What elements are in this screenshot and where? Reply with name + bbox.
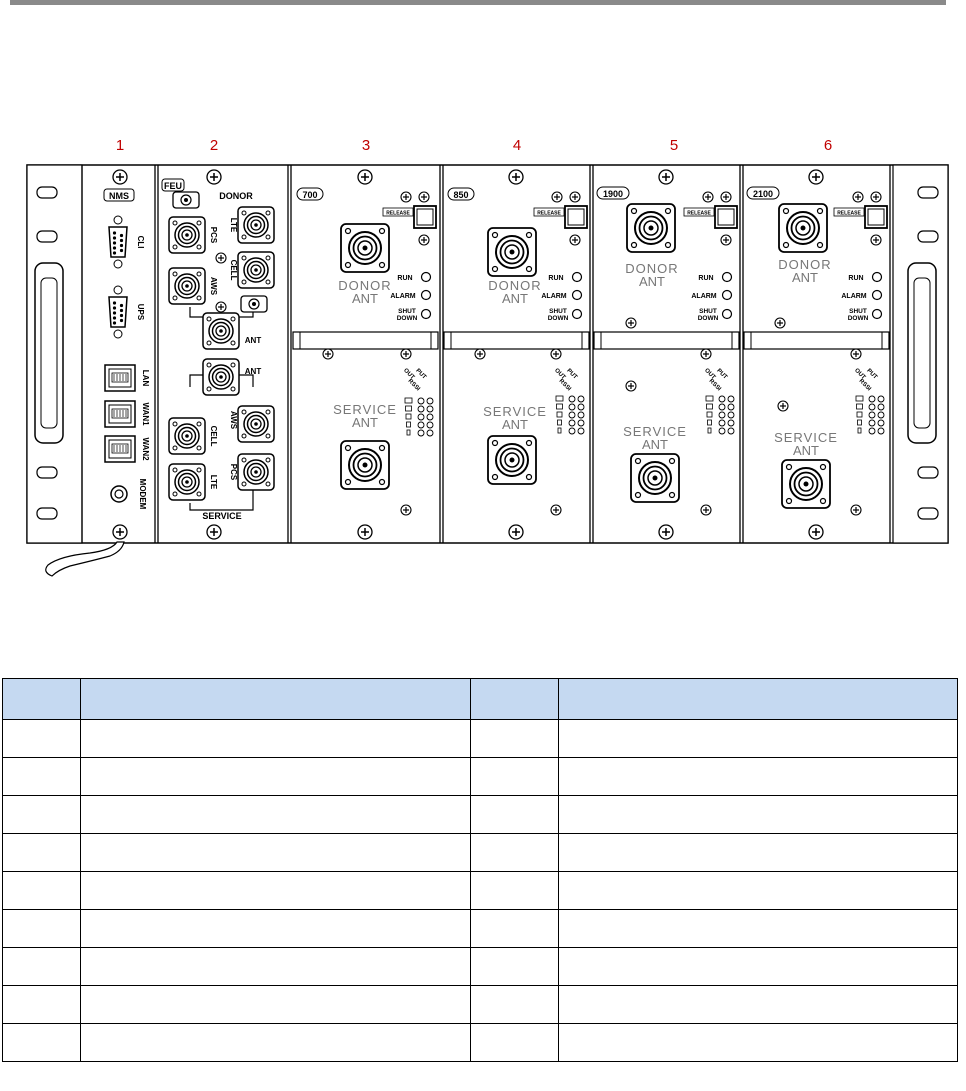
out-label-850: OUT: [553, 367, 567, 381]
table-cell: [559, 1024, 958, 1062]
table-row: [3, 796, 958, 834]
table-row: [3, 834, 958, 872]
run-led-1900: [723, 273, 732, 282]
service-label-850: SERVICE: [483, 404, 547, 419]
feu-service-lte-connector[interactable]: [169, 464, 205, 500]
shutdown-led-700: [422, 310, 431, 319]
table-row: [3, 758, 958, 796]
header-cell: [3, 679, 81, 720]
feu-donor-ant-connector[interactable]: [203, 313, 239, 349]
wan1-port[interactable]: [105, 401, 135, 427]
table-cell: [559, 948, 958, 986]
feu-pcs-label-bottom: PCS: [229, 463, 238, 481]
table-cell: [559, 758, 958, 796]
handle-bar-1900: [594, 332, 739, 349]
rssi-label-700: RSSI: [406, 378, 421, 393]
table-cell: [3, 796, 81, 834]
donor-connector-850[interactable]: [488, 228, 536, 276]
donor-label-850: DONOR: [488, 278, 542, 293]
table-header-row: [3, 679, 958, 720]
service-label-700: SERVICE: [333, 402, 397, 417]
donor-connector-700[interactable]: [341, 224, 389, 272]
handle-bar-700: [293, 332, 438, 349]
table-cell: [81, 948, 471, 986]
left-handle: [35, 263, 63, 443]
donor-label-2100: DONOR: [778, 257, 832, 272]
callout-2: 2: [209, 137, 219, 154]
right-handle: [908, 263, 936, 443]
service-ant-label-700: ANT: [352, 415, 378, 430]
donor-label-700: DONOR: [338, 278, 392, 293]
table-cell: [471, 986, 559, 1024]
service-connector-700[interactable]: [341, 441, 389, 489]
shut-label-850: SHUT: [549, 308, 567, 315]
wan2-port[interactable]: [105, 436, 135, 462]
feu-service-cell-connector[interactable]: [169, 418, 205, 454]
lan-label: LAN: [141, 369, 150, 387]
table-cell: [471, 834, 559, 872]
alarm-led-850: [573, 291, 582, 300]
feu-cell-label-top: CELL: [229, 259, 238, 281]
feu-donor-aws-connector[interactable]: [169, 268, 205, 304]
out-label-700: OUT: [402, 367, 416, 381]
down-label-1900: DOWN: [697, 315, 719, 322]
table-cell: [81, 1024, 471, 1062]
table-row: [3, 986, 958, 1024]
table-cell: [471, 758, 559, 796]
table-cell: [559, 872, 958, 910]
out-label-1900: OUT: [703, 367, 717, 381]
service-ant-label-2100: ANT: [793, 443, 819, 458]
release-button-850[interactable]: [565, 206, 587, 228]
wan2-label: WAN2: [141, 437, 150, 461]
band-label-850: 850: [453, 190, 469, 200]
callout-4: 4: [512, 137, 522, 154]
feu-donor-cell-connector[interactable]: [238, 252, 274, 288]
rssi-label-2100: RSSI: [857, 378, 872, 393]
band-label-2100: 2100: [752, 189, 774, 199]
donor-connector-2100[interactable]: [779, 204, 827, 252]
shut-label-1900: SHUT: [699, 308, 717, 315]
feu-donor-label: DONOR: [219, 191, 253, 201]
handle-bar-2100: [744, 332, 889, 349]
callout-3: 3: [361, 137, 371, 154]
alarm-led-1900: [723, 291, 732, 300]
table-row: [3, 720, 958, 758]
service-ant-label-850: ANT: [502, 417, 528, 432]
donor-ant-label-850: ANT: [502, 291, 528, 306]
service-connector-850[interactable]: [488, 436, 536, 484]
run-led-2100: [873, 273, 882, 282]
service-label-2100: SERVICE: [774, 430, 838, 445]
down-label-700: DOWN: [396, 315, 418, 322]
feu-cell-label-bottom: CELL: [209, 425, 218, 447]
table-cell: [3, 834, 81, 872]
donor-ant-label-2100: ANT: [792, 270, 818, 285]
release-label-850: RELEASE: [537, 210, 561, 217]
run-led-850: [573, 273, 582, 282]
lan-port[interactable]: [105, 365, 135, 391]
table-cell: [559, 796, 958, 834]
feu-service-label: SERVICE: [202, 511, 242, 521]
donor-connector-1900[interactable]: [627, 204, 675, 252]
feu-lte-label-top: LTE: [229, 217, 238, 233]
release-button-700[interactable]: [414, 206, 436, 228]
table-row: [3, 872, 958, 910]
cli-label: CLI: [136, 235, 145, 249]
table-cell: [3, 910, 81, 948]
down-label-2100: DOWN: [847, 315, 869, 322]
feu-title: FEU: [164, 181, 182, 191]
feu-donor-pcs-connector[interactable]: [169, 217, 205, 253]
table-cell: [3, 986, 81, 1024]
service-label-1900: SERVICE: [623, 424, 687, 439]
service-connector-2100[interactable]: [782, 460, 830, 508]
shut-label-2100: SHUT: [849, 308, 867, 315]
feu-lte-label-bottom: LTE: [209, 474, 218, 490]
callout-6: 6: [823, 137, 833, 154]
table-cell: [81, 796, 471, 834]
table-row: [3, 910, 958, 948]
callout-5: 5: [669, 137, 679, 154]
feu-service-pcs-connector[interactable]: [238, 454, 274, 490]
handle-bar-850: [444, 332, 589, 349]
feu-service-aws-connector[interactable]: [238, 406, 274, 442]
alarm-led-2100: [873, 291, 882, 300]
release-button-2100[interactable]: [865, 206, 887, 228]
modem-port[interactable]: [111, 486, 127, 502]
table-cell: [471, 796, 559, 834]
table-cell: [559, 910, 958, 948]
release-button-1900[interactable]: [715, 206, 737, 228]
wan1-label: WAN1: [141, 402, 150, 426]
rssi-label-1900: RSSI: [707, 378, 722, 393]
band-label-700: 700: [302, 190, 318, 200]
table-cell: [471, 948, 559, 986]
run-label-1900: RUN: [698, 275, 714, 282]
modem-label: MODEM: [138, 478, 147, 510]
put-label-2100: PUT: [865, 367, 879, 381]
out-label-2100: OUT: [853, 367, 867, 381]
feu-ant-label-top: ANT: [244, 336, 262, 345]
feu-pcs-label-top: PCS: [209, 226, 218, 244]
release-label-2100: RELEASE: [837, 210, 861, 217]
put-label-850: PUT: [565, 367, 579, 381]
run-label-850: RUN: [548, 275, 564, 282]
feu-ant-label-bottom: ANT: [244, 367, 262, 376]
table-row: [3, 948, 958, 986]
alarm-label-2100: ALARM: [841, 293, 867, 300]
put-label-700: PUT: [414, 367, 428, 381]
table-cell: [81, 758, 471, 796]
table-cell: [471, 910, 559, 948]
run-led-700: [422, 273, 431, 282]
run-label-2100: RUN: [848, 275, 864, 282]
donor-label-1900: DONOR: [625, 261, 679, 276]
release-label-700: RELEASE: [386, 210, 410, 217]
table-cell: [81, 910, 471, 948]
table-cell: [471, 872, 559, 910]
table-cell: [3, 872, 81, 910]
release-label-1900: RELEASE: [687, 210, 711, 217]
callout-1: 1: [115, 137, 125, 154]
table-cell: [81, 834, 471, 872]
legend-table: [2, 678, 958, 1062]
donor-ant-label-1900: ANT: [639, 274, 665, 289]
feu-aws-label-bottom: AWS: [229, 410, 238, 430]
table-cell: [559, 834, 958, 872]
put-label-1900: PUT: [715, 367, 729, 381]
feu-service-ant-connector[interactable]: [203, 359, 239, 395]
table-cell: [81, 720, 471, 758]
down-label-850: DOWN: [547, 315, 569, 322]
table-cell: [471, 1024, 559, 1062]
donor-ant-label-700: ANT: [352, 291, 378, 306]
run-label-700: RUN: [397, 275, 413, 282]
table-cell: [3, 1024, 81, 1062]
alarm-label-700: ALARM: [390, 293, 416, 300]
service-connector-1900[interactable]: [631, 454, 679, 502]
shutdown-led-2100: [873, 310, 882, 319]
shutdown-led-1900: [723, 310, 732, 319]
feu-donor-lte-connector[interactable]: [238, 207, 274, 243]
alarm-label-850: ALARM: [541, 293, 567, 300]
header-cell: [559, 679, 958, 720]
table-row: [3, 1024, 958, 1062]
modem-cable: [46, 542, 124, 576]
service-ant-label-1900: ANT: [642, 437, 668, 452]
alarm-label-1900: ALARM: [691, 293, 717, 300]
nms-title: NMS: [109, 191, 129, 201]
feu-aws-label-top: AWS: [209, 276, 218, 296]
shut-label-700: SHUT: [398, 308, 416, 315]
band-label-1900: 1900: [602, 189, 624, 199]
table-cell: [3, 758, 81, 796]
table-cell: [471, 720, 559, 758]
header-cell: [81, 679, 471, 720]
rssi-label-850: RSSI: [557, 378, 572, 393]
alarm-led-700: [422, 291, 431, 300]
shutdown-led-850: [573, 310, 582, 319]
table-cell: [81, 872, 471, 910]
table-cell: [559, 986, 958, 1024]
table-cell: [81, 986, 471, 1024]
table-cell: [3, 720, 81, 758]
ups-label: UPS: [136, 303, 145, 321]
header-cell: [471, 679, 559, 720]
table-cell: [559, 720, 958, 758]
table-cell: [3, 948, 81, 986]
